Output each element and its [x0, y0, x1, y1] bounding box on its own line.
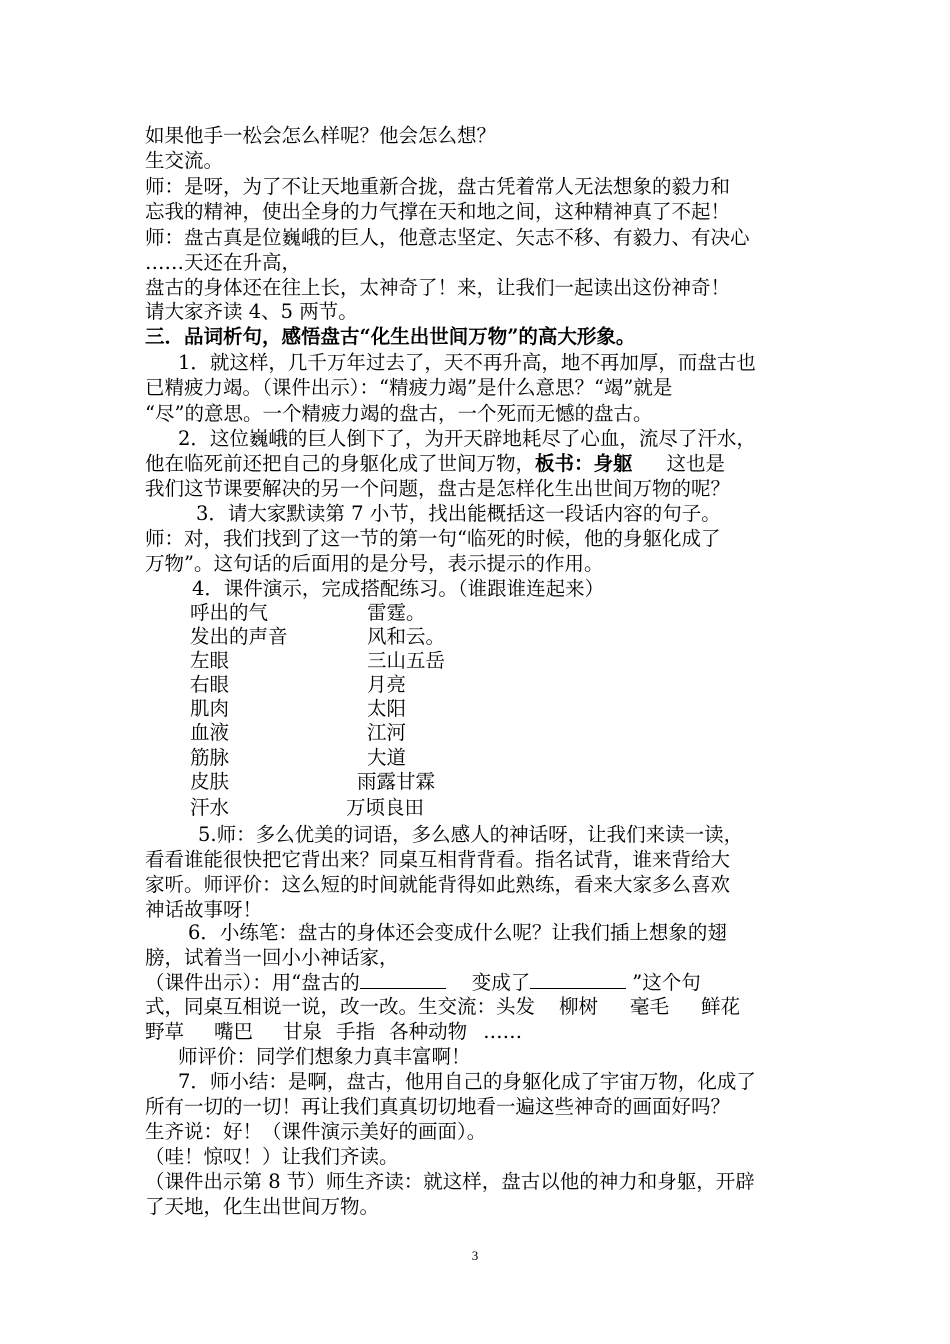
text-line	[145, 970, 810, 994]
text-span: （课件出示）：用“盘古的	[145, 971, 360, 994]
match-right-item: 太阳	[367, 697, 407, 720]
text-line: ……天还在升高，	[145, 251, 302, 274]
match-right-item: 风和云。	[367, 625, 446, 648]
text-span: 各种动物	[389, 1020, 468, 1043]
text-span: 嘴巴	[214, 1020, 254, 1043]
text-span: 柳树	[559, 995, 599, 1018]
match-left-item: 肌肉	[190, 697, 230, 720]
text-line: 1．就这样，几千万年过去了，天不再升高，地不再加厚，而盘古也	[178, 351, 756, 374]
text-span: 变成了	[471, 971, 531, 994]
text-line: 家听。师评价：这么短的时间就能背得如此熟练，看来大家多么喜欢	[145, 873, 731, 896]
text-line: 师：是呀，为了不让天地重新合拢，盘古凭着常人无法想象的毅力和	[145, 175, 731, 198]
text-line: 4．课件演示，完成搭配练习。（谁跟谁连起来）	[192, 577, 605, 600]
text-span: 这也是	[666, 452, 726, 475]
text-span: 手指	[336, 1020, 376, 1043]
match-left-item: 右眼	[190, 673, 230, 696]
match-left-item: 汗水	[190, 796, 230, 819]
match-right-item: 雨露甘霖	[357, 770, 436, 793]
text-span: ……	[483, 1020, 523, 1043]
text-line: 我们这节课要解决的另一个问题，盘古是怎样化生出世间万物的呢？	[145, 477, 731, 500]
board-note: 板书：身躯	[535, 452, 633, 475]
text-line: 请大家齐读 4、5 两节。	[145, 300, 358, 323]
match-right-item: 雷霆。	[367, 601, 426, 624]
match-right-item: 三山五岳	[367, 649, 446, 672]
text-line: 生交流。	[145, 149, 224, 172]
text-line: 师评价：同学们想象力真丰富啊！	[178, 1045, 471, 1068]
text-line: 膀，试着当一回小小神话家，	[145, 946, 399, 969]
text-line: 2．这位巍峨的巨人倒下了，为开天辟地耗尽了心血，流尽了汗水，	[178, 427, 756, 450]
text-line: 生齐说：好！（课件演示美好的画面）。	[145, 1120, 487, 1143]
text-line	[145, 1020, 810, 1044]
match-left-item: 血液	[190, 721, 230, 744]
text-line: “尽”的意思。一个精疲力竭的盘古，一个死而无憾的盘古。	[145, 402, 653, 425]
text-line: 3．请大家默读第 7 小节，找出能概括这一段话内容的句子。	[196, 502, 721, 525]
match-right-item: 月亮	[367, 673, 407, 696]
text-line: 盘古的身体还在往上长，太神奇了！来，让我们一起读出这份神奇！	[145, 276, 731, 299]
match-left-item: 左眼	[190, 649, 230, 672]
text-span: 野草	[145, 1020, 185, 1043]
match-left-item: 发出的声音	[190, 625, 288, 648]
match-left-item: 皮肤	[190, 770, 230, 793]
text-line: （哇！惊叹！）让我们齐读。	[145, 1145, 399, 1168]
text-line: 师：对，我们找到了这一节的第一句“临死的时候，他的身躯化成了	[145, 527, 721, 550]
text-line: 了天地，化生出世间万物。	[145, 1195, 380, 1218]
match-right-item: 万顷良田	[346, 796, 425, 819]
match-right-item: 大道	[367, 746, 407, 769]
text-line: 万物”。这句话的后面用的是分号，表示提示的作用。	[145, 552, 604, 575]
section-heading: 三．品词析句，感悟盘古“化生出世间万物”的高大形象。	[145, 325, 636, 348]
text-span: ”这个句	[632, 971, 701, 994]
text-line: 所有一切的一切！再让我们真真切切地看一遍这些神奇的画面好吗？	[145, 1095, 731, 1118]
text-span: 甘泉	[283, 1020, 323, 1043]
text-line: 6．小练笔：盘古的身体还会变成什么呢？让我们插上想象的翅	[188, 921, 727, 944]
text-line: 如果他手一松会怎么样呢？他会怎么想？	[145, 124, 497, 147]
text-span: 他在临死前还把自己的身躯化成了世间万物，	[145, 452, 536, 475]
text-line: （课件出示第 8 节）师生齐读：就这样，盘古以他的神力和身躯，开辟	[145, 1170, 755, 1193]
text-line: 师：盘古真是位巍峨的巨人，他意志坚定、矢志不移、有毅力、有决心	[145, 226, 750, 249]
fill-blank-2	[530, 970, 626, 989]
page-number: 3	[471, 1248, 479, 1263]
match-left-item: 呼出的气	[190, 601, 269, 624]
text-line: 神话故事呀！	[145, 898, 263, 921]
text-line: 忘我的精神，使出全身的力气撑在天和地之间，这种精神真了不起！	[145, 200, 731, 223]
text-line: 已精疲力竭。（课件出示）：“精疲力竭”是什么意思？“竭”就是	[145, 376, 673, 399]
text-line: 7．师小结：是啊，盘古，他用自己的身躯化成了宇宙万物，化成了	[178, 1070, 756, 1093]
text-line: 5.师：多么优美的词语，多么感人的神话呀，让我们来读一读，	[198, 823, 744, 846]
fill-blank-1	[360, 970, 446, 989]
text-line	[145, 452, 810, 476]
match-left-item: 筋脉	[190, 746, 230, 769]
text-span: 毫毛	[630, 995, 670, 1018]
text-line	[145, 995, 810, 1019]
match-right-item: 江河	[367, 721, 407, 744]
text-span: 鲜花	[701, 995, 741, 1018]
text-span: 式，同桌互相说一说，改一改。生交流：头发	[145, 995, 536, 1018]
text-line: 看看谁能很快把它背出来？同桌互相背背看。指名试背，谁来背给大	[145, 848, 731, 871]
